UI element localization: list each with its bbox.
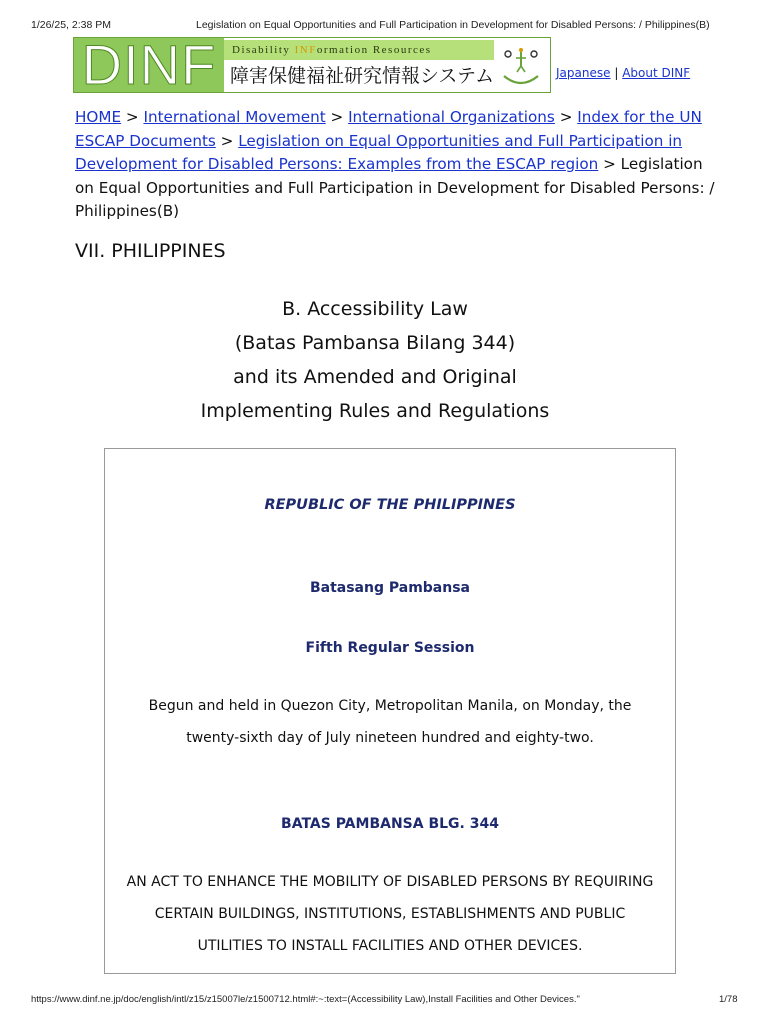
print-url: https://www.dinf.ne.jp/doc/english/intl/z15/z15007le/z1500712.html#:~:text=(Accessibility Law),Install Facilities and Other Devices." — [31, 994, 580, 1005]
heading-line: B. Accessibility Law — [282, 298, 468, 320]
republic-title: REPUBLIC OF THE PHILIPPINES — [264, 497, 516, 513]
session-name: Fifth Regular Session — [305, 640, 475, 656]
law-heading — [75, 292, 675, 428]
about-dinf-link[interactable]: About DINF — [622, 66, 691, 80]
banner-resources-prefix: Disability — [232, 44, 295, 56]
law-document-box — [104, 448, 676, 974]
breadcrumb-separator: > — [125, 108, 139, 126]
section-title: VII. PHILIPPINES — [75, 240, 226, 262]
japanese-link[interactable]: Japanese — [556, 66, 611, 80]
breadcrumb-international-organizations[interactable]: International Organizations — [348, 108, 555, 126]
heading-line: and its Amended and Original — [233, 366, 517, 388]
breadcrumb-legislation-examples[interactable]: Legislation on Equal Opportunities and Full Participation in Development for Disabled Persons: Examples from the ESCAP region — [75, 131, 683, 173]
dinf-banner[interactable] — [73, 37, 551, 93]
top-links — [556, 66, 690, 80]
breadcrumb-separator: > — [330, 108, 344, 126]
print-page-title: Legislation on Equal Opportunities and Full Participation in Development for Disabled Persons: / Philippines(B) — [196, 19, 710, 31]
act-number: BATAS PAMBANSA BLG. 344 — [281, 816, 499, 832]
smiley-face-icon — [494, 40, 548, 90]
breadcrumb-index[interactable]: Index for the UN ESCAP Documents — [75, 108, 702, 150]
print-datetime: 1/26/25, 2:38 PM — [31, 19, 111, 31]
print-header — [0, 0, 768, 31]
heading-line: (Batas Pambansa Bilang 344) — [234, 332, 516, 354]
breadcrumb-separator: > — [559, 108, 573, 126]
legislature-name: Batasang Pambansa — [309, 580, 471, 596]
heading-line: Implementing Rules and Regulations — [200, 400, 550, 422]
banner-resources-inf: INF — [294, 44, 317, 56]
banner-resources-suffix: ormation Resources — [316, 44, 432, 56]
breadcrumb-home[interactable]: HOME — [75, 108, 122, 126]
breadcrumb-separator: > — [220, 131, 234, 150]
print-page-number: 1/78 — [719, 994, 738, 1005]
breadcrumb-international-movement[interactable]: International Movement — [143, 108, 326, 126]
breadcrumb — [75, 106, 715, 224]
banner-resources-line — [224, 40, 494, 60]
breadcrumb-current: Legislation on Equal Opportunities and Full Participation in Development for Disabled Persons: / Philippines(B) — [75, 155, 715, 220]
act-title: AN ACT TO ENHANCE THE MOBILITY OF DISABLED PERSONS BY REQUIRING CERTAIN BUILDINGS, INSTITUTIONS, ESTABLISHMENTS AND PUBLIC UTILITIES TO INSTALL FACILITIES AND OTHER DEVICES. — [126, 874, 654, 954]
breadcrumb-separator: > — [603, 155, 616, 173]
begun-paragraph: Begun and held in Quezon City, Metropolitan Manila, on Monday, the twenty-sixth day of July nineteen hundred and eighty-two. — [148, 698, 632, 746]
dinf-logo: DINF — [74, 38, 224, 92]
top-links-separator: | — [614, 66, 619, 80]
banner-japanese-name: 障害保健福祉研究情報システム — [230, 65, 495, 87]
